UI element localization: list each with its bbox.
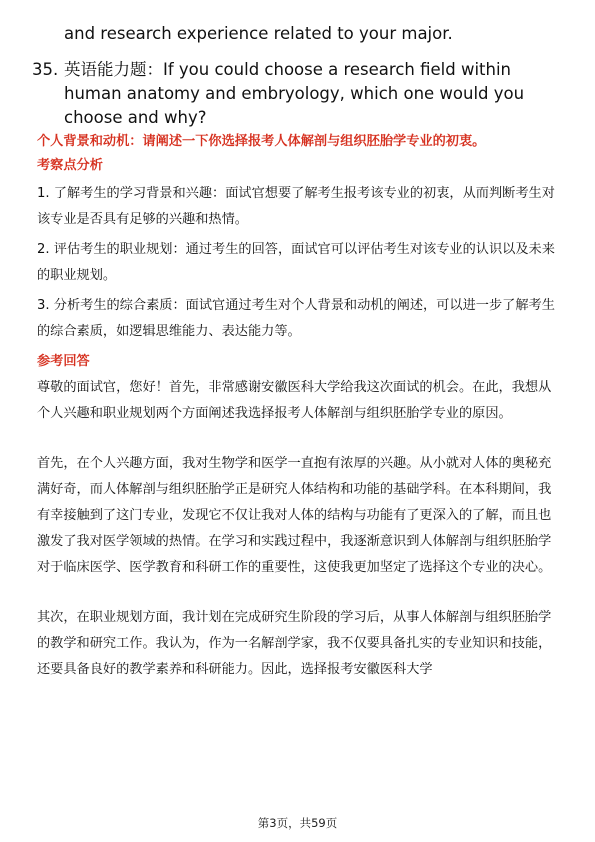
analysis-item: 2. 评估考生的职业规划：通过考生的回答，面试官可以评估考生对该专业的认识以及未来的职业规划。 [37, 242, 555, 283]
reference-paragraph: 尊敬的面试官，您好！首先，非常感谢安徽医科大学给我这次面试的机会。在此，我想从个人兴趣和职业规划两个方面阐述我选择报考人体解剖与组织胚胎学专业的原因。 [37, 380, 552, 421]
question-35 [32, 58, 562, 130]
reference-paragraph: 首先，在个人兴趣方面，我对生物学和医学一直抱有浓厚的兴趣。从小就对人体的奥秘充满好奇，而人体解剖与组织胚胎学正是研究人体结构和功能的基础学科。在本科期间，我有幸接触到了这门专业，发现它不仅让我对人体的结构与功能有了更深入的了解，而且也激发了我对医学领域的热情。在学习和实践过程中，我逐渐意识到人体解剖与组织胚胎学对于临床医学、医学教育和科研工作的重要性，这使我更加坚定了选择这个专业的决心。 [37, 456, 552, 575]
paragraph-spacer [37, 581, 559, 605]
analysis-item: 1. 了解考生的学习背景和兴趣：面试官想要了解考生报考该专业的初衷，从而判断考生对该专业是否具有足够的兴趣和热情。 [37, 186, 555, 227]
question-text: 英语能力题：If you could choose a research field within human anatomy and embryology, which one would you choose and why? [64, 60, 525, 127]
analysis-item: 3. 分析考生的综合素质：面试官通过考生对个人背景和动机的阐述，可以进一步了解考生的综合素质，如逻辑思维能力、表达能力等。 [37, 298, 555, 339]
answer-section [37, 133, 559, 683]
reference-answer [37, 375, 559, 683]
question-number: 35. [32, 60, 59, 79]
intro-heading: 个人背景和动机：请阐述一下你选择报考人体解剖与组织胚胎学专业的初衷。 [37, 134, 486, 149]
previous-answer-continuation: and research experience related to your major. [64, 24, 453, 43]
reference-paragraph: 其次，在职业规划方面，我计划在完成研究生阶段的学习后，从事人体解剖与组织胚胎学的教学和研究工作。我认为，作为一名解剖学家，我不仅要具备扎实的专业知识和技能，还要具备良好的教学素养和科研能力。因此，选择报考安徽医科大学 [37, 610, 552, 677]
reference-heading: 参考回答 [37, 354, 90, 369]
paragraph-spacer [37, 427, 559, 451]
analysis-list [37, 181, 559, 345]
analysis-heading: 考察点分析 [37, 158, 103, 173]
page-footer: 第3页，共59页 [257, 816, 338, 830]
